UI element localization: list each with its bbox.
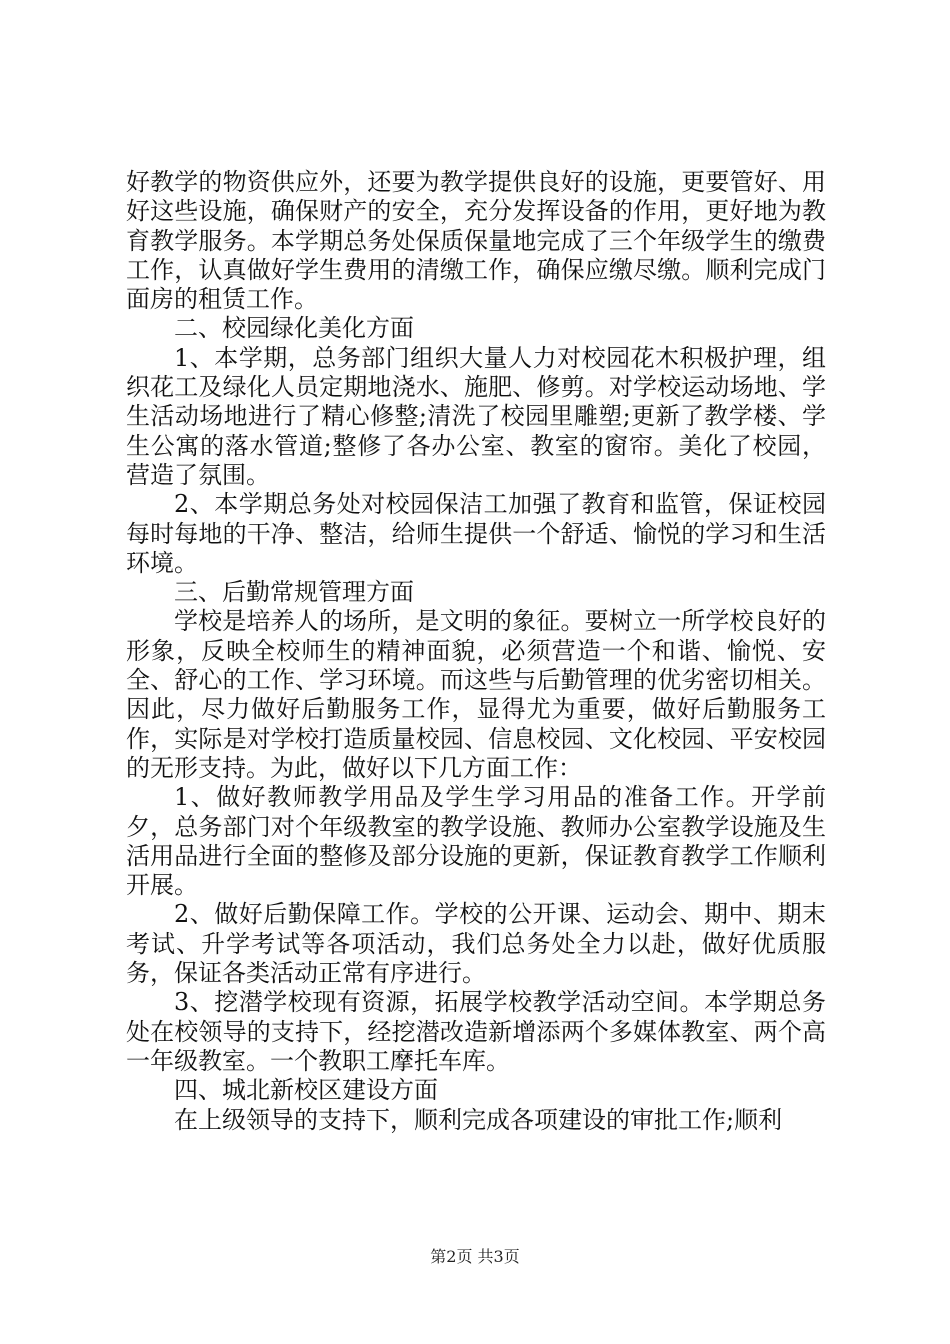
paragraph-logistics-1: 1、做好教师教学用品及学生学习用品的准备工作。开学前夕，总务部门对个年级教室的教学设施、教师办公室教学设施及生活用品进行全面的整修及部分设施的更新，保证教育教学工作顺利开展。 (126, 783, 826, 900)
section-heading-logistics: 三、后勤常规管理方面 (174, 578, 414, 607)
paragraph-logistics-intro: 学校是培养人的场所，是文明的象征。要树立一所学校良好的形象，反映全校师生的精神面貌，必须营造一个和谐、愉悦、安全、舒心的工作、学习环境。而这些与后勤管理的优劣密切相关。因此，尽力做好后勤服务工作，显得尤为重要，做好后勤服务工作，实际是对学校打造质量校园、信息校园、文化校园、平安校园的无形支持。为此，做好以下几方面工作： (126, 607, 826, 782)
page-footer: 第2页 共3页 (430, 1247, 520, 1266)
paragraph-greening-1: 1、本学期，总务部门组织大量人力对校园花木积极护理，组织花工及绿化人员定期地浇水、施肥、修剪。对学校运动场地、学生活动场地进行了精心修整;清洗了校园里雕塑;更新了教学楼、学生公寓的落水管道;整修了各办公室、教室的窗帘。美化了校园，营造了氛围。 (126, 343, 826, 489)
paragraph-logistics-3: 3、挖潜学校现有资源，拓展学校教学活动空间。本学期总务处在校领导的支持下，经挖潜改造新增添两个多媒体教室、两个高一年级教室。一个教职工摩托车库。 (126, 988, 826, 1075)
document-body (126, 168, 826, 1135)
paragraph-continuation: 好教学的物资供应外，还要为教学提供良好的设施，更要管好、用好这些设施，确保财产的安全，充分发挥设备的作用，更好地为教育教学服务。本学期总务处保质保量地完成了三个年级学生的缴费工作，认真做好学生费用的清缴工作，确保应缴尽缴。顺利完成门面房的租赁工作。 (126, 168, 826, 314)
paragraph-new-campus: 在上级领导的支持下，顺利完成各项建设的审批工作;顺利 (174, 1105, 783, 1134)
section-heading-greening: 二、校园绿化美化方面 (174, 314, 414, 343)
section-heading-new-campus: 四、城北新校区建设方面 (174, 1076, 438, 1105)
paragraph-logistics-2: 2、做好后勤保障工作。学校的公开课、运动会、期中、期末考试、升学考试等各项活动，我们总务处全力以赴，做好优质服务，保证各类活动正常有序进行。 (126, 900, 826, 988)
paragraph-greening-2: 2、本学期总务处对校园保洁工加强了教育和监管，保证校园每时每地的干净、整洁，给师生提供一个舒适、愉悦的学习和生活环境。 (126, 490, 826, 577)
